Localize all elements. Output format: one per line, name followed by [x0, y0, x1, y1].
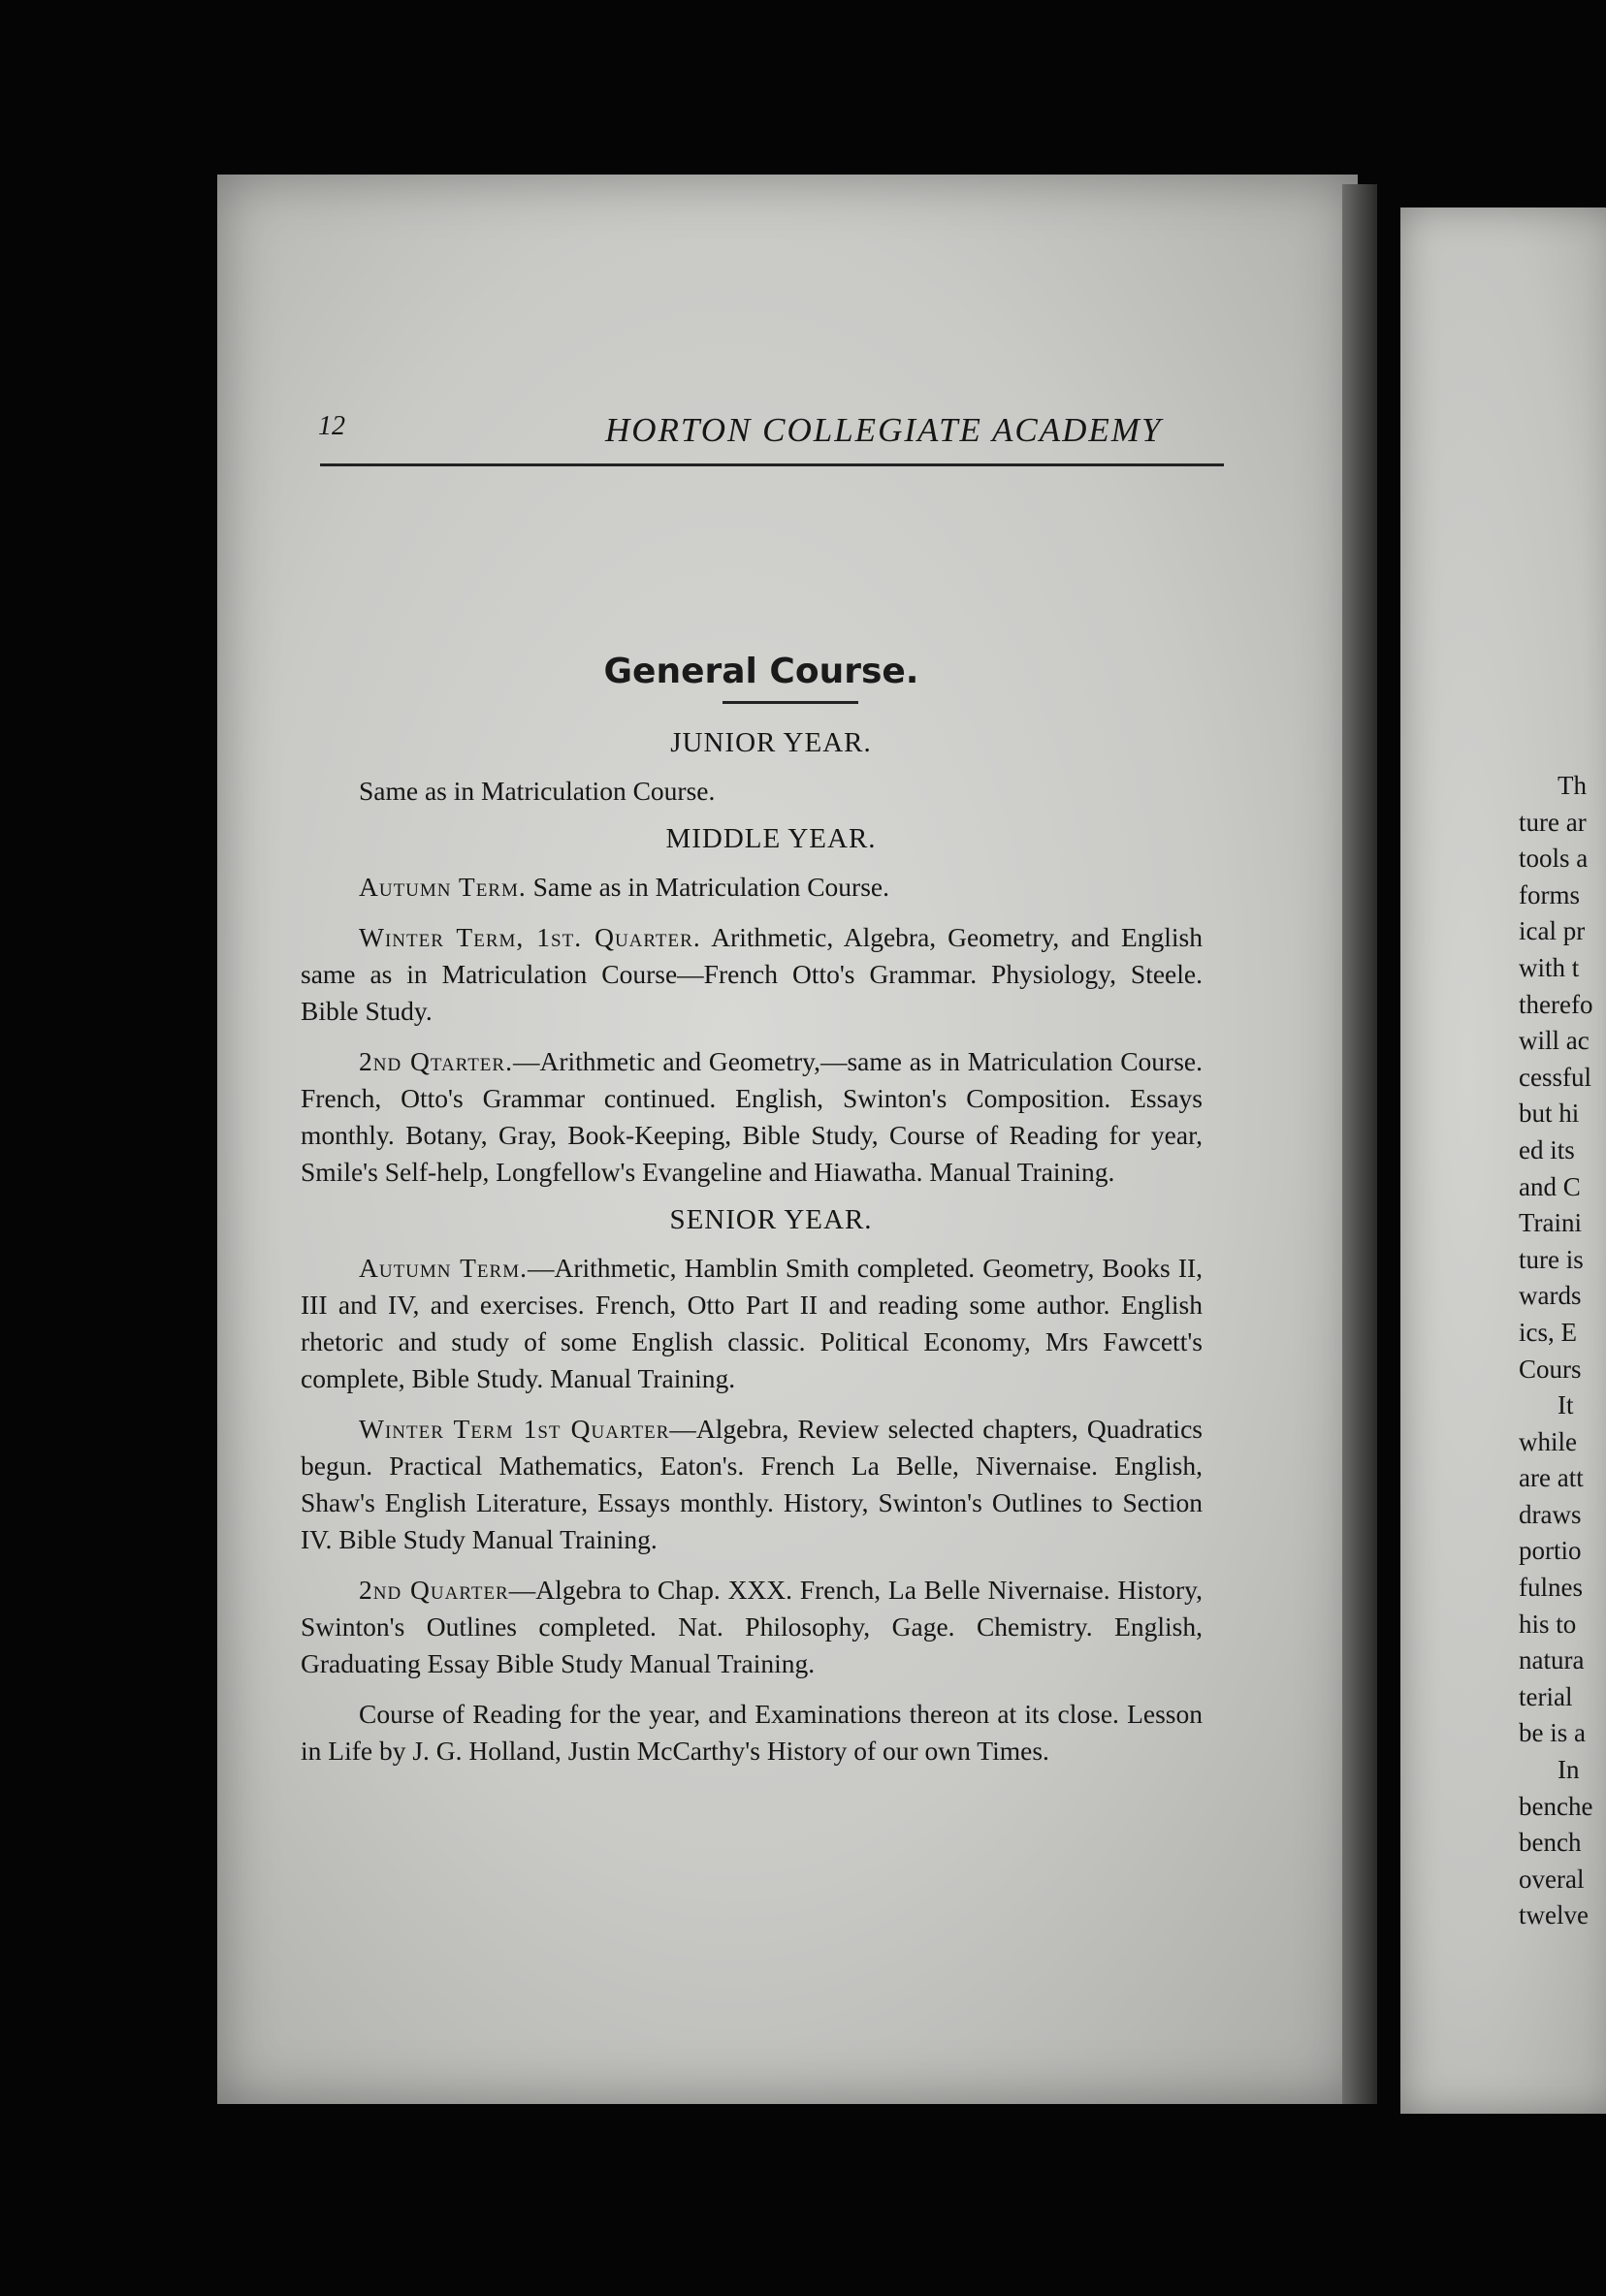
- course-of-reading: Course of Reading for the year, and Examinations thereon at its close. Lesson in Life by J. G. Holland, Justin McCarthy's History of our own Times.: [301, 1699, 1203, 1766]
- facing-line: but hi: [1519, 1099, 1580, 1129]
- facing-line: and C: [1519, 1171, 1581, 1201]
- book-gutter: [1342, 184, 1377, 2104]
- facing-line: will ac: [1519, 1026, 1590, 1056]
- middle-second-quarter: 2nd Qtarter.—Arithmetic and Geometry,—same as in Matriculation Course. French, Otto's Grammar continued. English, Swinton's Composition. Essays monthly. Botany, Gray, Book-Keeping, Bible Study, Course of Reading for year, Smile's Self-help, Longfellow's Evangeline and Hiawatha. Manual Training.: [301, 1046, 1203, 1187]
- middle-winter-term: Winter Term, 1st. Quarter. Arithmetic, Algebra, Geometry, and English same as in Matriculation Course—French Otto's Grammar. Physiology, Steele. Bible Study.: [301, 922, 1204, 1026]
- facing-line: ed its: [1519, 1134, 1575, 1164]
- facing-line: Traini: [1519, 1208, 1583, 1238]
- facing-page-text: [1519, 768, 1606, 1934]
- term-label: 2nd Quarter: [359, 1575, 509, 1605]
- facing-line: fulnes: [1519, 1573, 1583, 1603]
- running-head: [318, 411, 1443, 462]
- facing-line: portio: [1519, 1536, 1582, 1566]
- facing-line: therefo: [1519, 989, 1593, 1019]
- facing-line: overal: [1519, 1864, 1585, 1894]
- facing-line: with t: [1519, 952, 1580, 982]
- junior-year-text: Same as in Matriculation Course.: [359, 776, 716, 806]
- facing-line: ics, E: [1519, 1317, 1577, 1347]
- facing-line: wards: [1519, 1281, 1582, 1311]
- middle-autumn-term: Autumn Term. Same as in Matriculation Course.: [359, 872, 889, 902]
- facing-line: natura: [1519, 1645, 1585, 1675]
- facing-line: ture is: [1519, 1244, 1584, 1274]
- term-label: 2nd Qtarter.: [359, 1046, 513, 1076]
- facing-line: be is a: [1519, 1718, 1586, 1748]
- senior-second-quarter: 2nd Quarter—Algebra to Chap. XXX. French, La Belle Nivernaise. History, Swinton's Outlines completed. Nat. Philosophy, Gage. Chemistry. English, Graduating Essay Bible Study Manual Training.: [301, 1575, 1203, 1678]
- running-head-rule: [320, 463, 1224, 466]
- facing-line: benche: [1519, 1791, 1593, 1821]
- facing-line: twelve: [1519, 1900, 1589, 1930]
- facing-line: ture ar: [1519, 807, 1587, 837]
- facing-line: forms: [1519, 879, 1580, 909]
- facing-line: ical pr: [1519, 916, 1586, 946]
- term-label: Autumn Term.: [359, 872, 527, 902]
- running-head-title: HORTON COLLEGIATE ACADEMY: [605, 411, 1163, 449]
- facing-line: bench: [1519, 1828, 1582, 1858]
- course-title: General Course.: [603, 652, 919, 691]
- senior-winter-term: Winter Term 1st Quarter—Algebra, Review selected chapters, Quadratics begun. Practical Mathematics, Eaton's. French La Belle, Nivernaise. English, Shaw's English Literature, Essays monthly. History, Swinton's Outlines to Section IV. Bible Study Manual Training.: [301, 1414, 1203, 1554]
- facing-line: Cours: [1519, 1354, 1582, 1384]
- page-content: [301, 652, 1203, 1783]
- facing-line: his to: [1519, 1609, 1577, 1639]
- facing-line: tools a: [1519, 844, 1589, 874]
- term-label: Autumn Term.: [359, 1253, 528, 1283]
- term-label: Winter Term 1st Quarter: [359, 1414, 670, 1444]
- facing-line: while: [1519, 1426, 1577, 1456]
- facing-line: are att: [1519, 1463, 1584, 1493]
- page-number: 12: [318, 411, 345, 441]
- term-label: Winter Term, 1st. Quarter.: [359, 922, 701, 952]
- facing-line: Th: [1558, 771, 1587, 800]
- facing-line: It: [1558, 1390, 1574, 1420]
- facing-line: cessful: [1519, 1062, 1591, 1092]
- facing-line: terial: [1519, 1681, 1573, 1711]
- facing-line: draws: [1519, 1499, 1582, 1529]
- title-rule: [723, 701, 858, 704]
- senior-autumn-term: Autumn Term.—Arithmetic, Hamblin Smith completed. Geometry, Books II, III and IV, and exercises. French, Otto Part II and reading some author. English rhetoric and study of some English classic. Political Economy, Mrs Fawcett's complete, Bible Study. Manual Training.: [301, 1253, 1204, 1393]
- middle-year-heading: MIDDLE YEAR.: [665, 823, 877, 854]
- junior-year-heading: JUNIOR YEAR.: [670, 727, 872, 758]
- facing-line: In: [1558, 1755, 1580, 1785]
- senior-year-heading: SENIOR YEAR.: [669, 1204, 873, 1235]
